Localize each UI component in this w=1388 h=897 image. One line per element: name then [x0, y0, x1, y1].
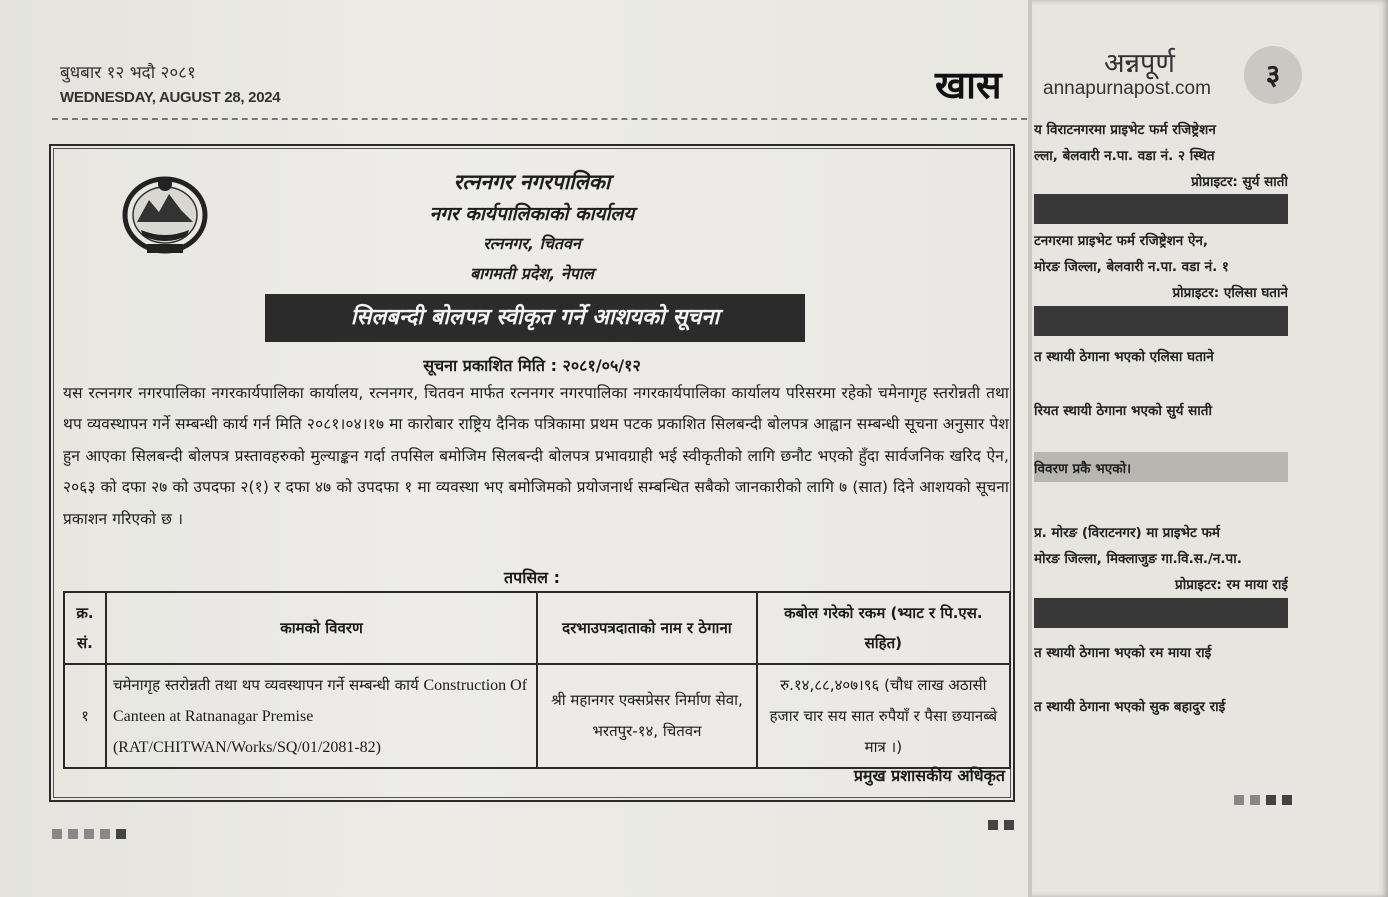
schedule-table [63, 591, 1011, 769]
cell-description [106, 664, 537, 768]
right-text-line: प्रोप्राइटर: एलिसा घताने [1172, 285, 1288, 301]
section-title: खास [935, 63, 1002, 107]
footer-square [1266, 795, 1276, 805]
right-text-line: मोरङ जिल्ला, मिक्लाजुङ गा.वि.स./न.पा. [1034, 551, 1242, 567]
right-text-line: त स्थायी ठेगाना भएको सुक बहादुर राई [1034, 699, 1226, 715]
schedule-heading: तपसिल : [504, 568, 560, 587]
cell-description-en: Construction Of Canteen at Ratnanagar Premise (RAT/CHITWAN/Works/SQ/01/2081-82) [112, 676, 528, 756]
cell-amount: रु.१४,८८,४०७।९६ (चौध लाख अठासी हजार चार सय सात रुपैयाँ र पैसा छयानब्बे मात्र ।) [757, 664, 1010, 768]
table-row [64, 664, 1010, 768]
right-text-line: य विराटनगरमा प्राइभेट फर्म रजिष्ट्रेशन [1034, 122, 1216, 138]
header-sn: क्र. सं. [64, 592, 106, 664]
footer-square [1234, 795, 1244, 805]
right-dark-bar [1034, 194, 1288, 224]
right-notice-block-2 [1034, 228, 1288, 306]
header-amount: कबोल गरेको रकम (भ्याट र पि.एस. सहित) [757, 592, 1010, 664]
footer-square [1282, 795, 1292, 805]
footer-square [100, 829, 110, 839]
right-notice-block-1 [1034, 117, 1288, 195]
right-dark-bar [1034, 598, 1288, 628]
cell-bidder: श्री महानगर एक्सप्रेसर निर्माण सेवा, भरतपुर-१४, चितवन [537, 664, 757, 768]
right-notice-block-7 [1034, 640, 1288, 666]
cell-sn: १ [64, 664, 106, 768]
right-dark-bar [1034, 306, 1288, 336]
office-name: नगर कार्यपालिकाको कार्यालय [429, 203, 635, 225]
right-text-line: रियत स्थायी ठेगाना भएको सुर्य साती [1034, 403, 1212, 419]
footer-square [1004, 820, 1014, 830]
published-date: सूचना प्रकाशित मिति : २०८१/०५/१२ [423, 356, 641, 375]
footer-square [52, 829, 62, 839]
footer-squares-right [1234, 795, 1292, 805]
newspaper-brand: अन्नपूर्ण [1104, 48, 1175, 79]
right-text-line: मोरङ जिल्ला, बेलवारी न.पा. वडा नं. १ [1034, 259, 1229, 275]
cell-description-np: चमेनागृह स्तरोन्नती तथा थप व्यवस्थापन गर्ने सम्बन्धी कार्य [112, 675, 419, 694]
signer-title: प्रमुख प्रशासकीय अधिकृत [853, 766, 1005, 785]
office-location: रत्ननगर, चितवन [483, 234, 581, 253]
table-header-row [64, 592, 1010, 664]
footer-square [68, 829, 78, 839]
footer-square [1250, 795, 1260, 805]
org-name: रत्ननगर नगरपालिका [453, 170, 611, 194]
right-text-line: टनगरमा प्राइभेट फर्म रजिष्ट्रेशन ऐन, [1034, 233, 1209, 249]
notice-title: सिलबन्दी बोलपत्र स्वीकृत गर्ने आशयको सूचना [265, 294, 805, 342]
header-bidder: दरभाउपत्रदाताको नाम र ठेगाना [537, 592, 757, 664]
right-notice-block-3 [1034, 344, 1288, 370]
province-name: बागमती प्रदेश, नेपाल [470, 264, 594, 283]
right-notice-block-6 [1034, 520, 1288, 598]
right-text-line: प्र. मोरङ (विराटनगर) मा प्राइभेट फर्म [1034, 525, 1220, 541]
right-notice-block-5 [1034, 456, 1288, 482]
right-text-line: त स्थायी ठेगाना भएको रम माया राई [1034, 645, 1212, 661]
right-text-line: प्रोप्राइटर: सुर्य साती [1191, 174, 1288, 190]
newspaper-website: annapurnapost.com [1043, 78, 1211, 99]
footer-square [988, 820, 998, 830]
header-rule [52, 118, 1027, 120]
footer-squares-mid [988, 820, 1014, 830]
date-nepali: बुधबार १२ भदौ २०८१ [60, 63, 196, 83]
header-description: कामको विवरण [106, 592, 537, 664]
page-number: ३ [1244, 46, 1302, 104]
right-notice-block-8 [1034, 694, 1288, 720]
footer-square [116, 829, 126, 839]
footer-square [84, 829, 94, 839]
right-text-line: ल्ला, बेलवारी न.पा. वडा नं. २ स्थित [1034, 148, 1215, 164]
footer-squares-left [52, 829, 126, 839]
right-notice-block-4 [1034, 398, 1288, 424]
page-fold [1028, 0, 1032, 897]
date-english: WEDNESDAY, AUGUST 28, 2024 [60, 89, 281, 106]
right-text-line: विवरण प्रकै भएको। [1034, 461, 1132, 477]
right-text-line: त स्थायी ठेगाना भएको एलिसा घताने [1034, 349, 1214, 365]
tender-notice [49, 144, 1015, 802]
notice-body: यस रत्ननगर नगरपालिका नगरकार्यपालिका कार्यालय, रत्ननगर, चितवन मार्फत रत्ननगर नगरपालिका नगरकार्यपालिका कार्यालय परिसरमा रहेको चमेनागृह स्तरोन्नती तथा थप व्यवस्थापन गर्ने सम्बन्धी कार्य गर्न मिति २०८१।०४।१७ मा कारोबार राष्ट्रिय दैनिक पत्रिकामा प्रथम पटक प्रकाशित सिलबन्दी बोलपत्र आह्वान सम्बन्धी सूचना अनुसार पेश हुन आएका सिलबन्दी बोलपत्र प्रस्तावहरुको मुल्याङ्कन गर्दा तपसिल बमोजिम सिलबन्दी बोलपत्र प्रभावग्राही भई स्वीकृतीको लागि छनौट भएको हुँदा सार्वजनिक खरिद ऐन, २०६३ को दफा २७ को उपदफा २(१) र दफा ४७ को उपदफा १ मा व्यवस्था भए बमोजिमको प्रयोजनार्थ सम्बन्धित सबैको जानकारीको लागि ७ (सात) दिने आशयको सूचना प्रकाशन गरिएको छ । [63, 384, 1009, 528]
right-text-line: प्रोप्राइटर: रम माया राई [1175, 577, 1288, 593]
